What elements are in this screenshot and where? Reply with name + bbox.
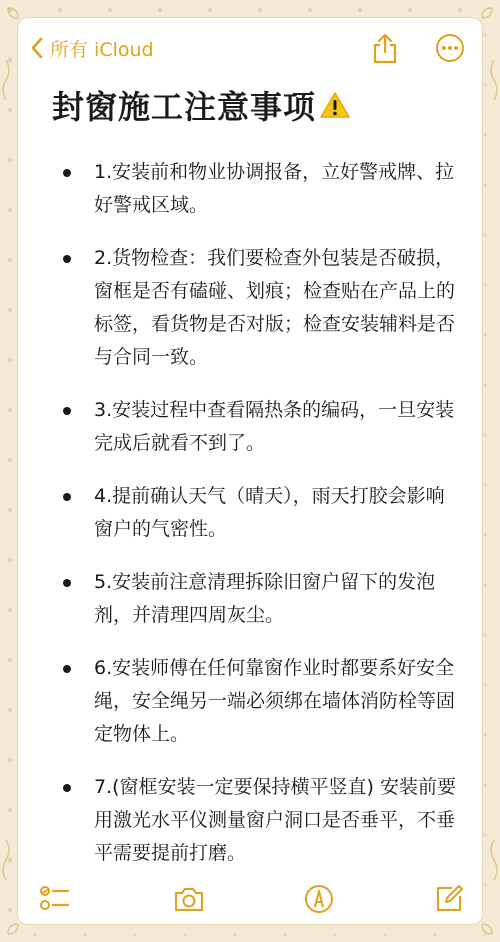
- list-item: 5.安装前注意清理拆除旧窗户留下的发泡剂，并清理四周灰尘。: [60, 566, 460, 632]
- warning-emoji-icon: [320, 91, 350, 119]
- note-title-text: 封窗施工注意事项: [52, 88, 317, 126]
- more-options-icon[interactable]: [434, 32, 466, 64]
- note-card: [18, 18, 482, 924]
- share-icon[interactable]: [370, 32, 400, 64]
- markup-icon[interactable]: [302, 882, 336, 916]
- list-item: 2.货物检查：我们要检查外包装是否破损，窗框是否有磕碰、划痕；检查贴在产品上的标签，看货物是否对版；检查安装辅料是否与合同一致。: [60, 242, 460, 374]
- list-item: 4.提前确认天气（晴天），雨天打胶会影响窗户的气密性。: [60, 480, 460, 546]
- top-navigation-bar: [18, 18, 482, 78]
- camera-icon[interactable]: [172, 882, 206, 916]
- list-item: 1.安装前和物业协调报备，立好警戒牌、拉好警戒区域。: [60, 156, 460, 222]
- compose-icon[interactable]: [432, 882, 466, 916]
- chevron-left-icon: [30, 37, 44, 59]
- list-item: 7.(窗框安装一定要保持横平竖直) 安装前要用激光水平仪测量窗户洞口是否垂平，不垂平需要提前打磨。: [60, 771, 460, 870]
- note-title[interactable]: [52, 82, 350, 128]
- note-bullet-list[interactable]: [60, 156, 460, 890]
- back-label: 所有 iCloud: [50, 38, 154, 61]
- list-item: 3.安装过程中查看隔热条的编码，一旦安装完成后就看不到了。: [60, 394, 460, 460]
- checklist-icon[interactable]: [38, 882, 72, 916]
- back-button[interactable]: [30, 32, 154, 64]
- bottom-toolbar: [18, 872, 482, 924]
- list-item: 6.安装师傅在任何靠窗作业时都要系好安全绳，安全绳另一端必须绑在墙体消防栓等固定物体上。: [60, 652, 460, 751]
